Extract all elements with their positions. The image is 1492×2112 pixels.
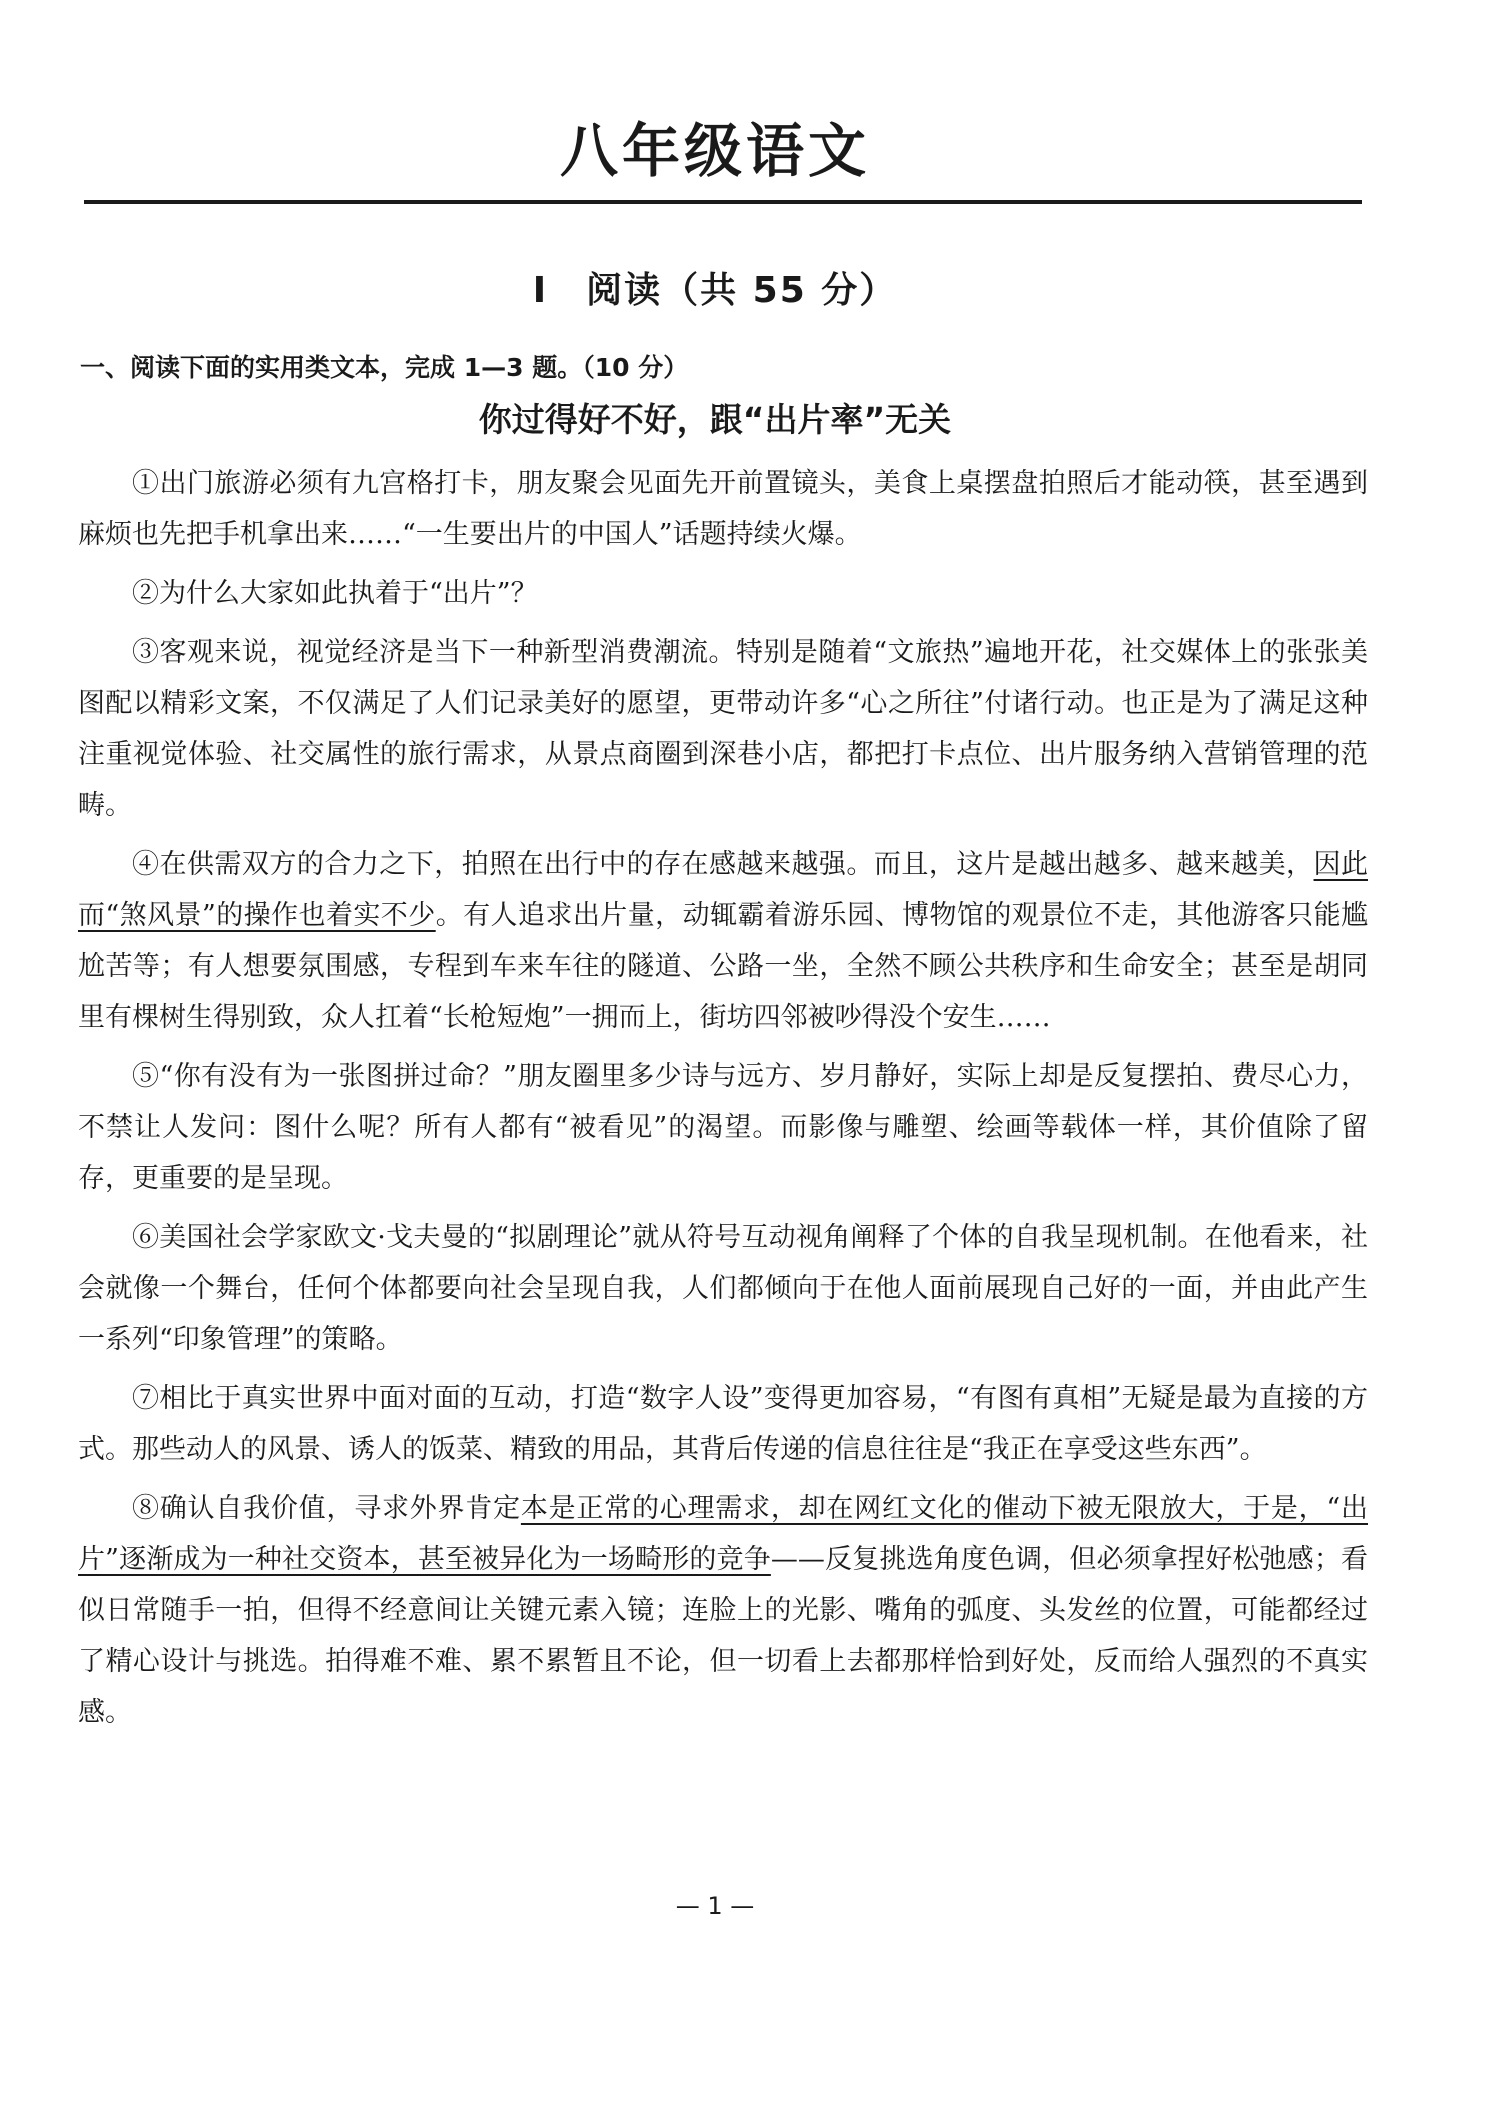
paragraph-5: ⑤“你有没有为一张图拼过命？”朋友圈里多少诗与远方、岁月静好，实际上却是反复摆拍、费尽心力，不禁让人发问：图什么呢？所有人都有“被看见”的渴望。而影像与雕塑、绘画等载体一样，其价值除了留存，更重要的是呈现。 [78, 1061, 1368, 1194]
question-heading: 一、阅读下面的实用类文本，完成 1—3 题。（10 分） [80, 353, 689, 382]
paragraph-7: ⑦相比于真实世界中面对面的互动，打造“数字人设”变得更加容易，“有图有真相”无疑是最为直接的方式。那些动人的风景、诱人的饭菜、精致的用品，其背后传递的信息往往是“我正在享受这些东西”。 [78, 1383, 1368, 1465]
paragraph-8-underlined-sentence: 本是正常的心理需求，却在网红文化的催动下被无限放大，于是，“出片”逐渐成为一种社交资本，甚至被异化为一场畸形的竞争 [78, 1493, 1369, 1575]
paragraph-8 [78, 1483, 1368, 1738]
article-body [78, 458, 1368, 1746]
section-heading: Ⅰ 阅读（共 55 分） [532, 270, 898, 311]
paragraph-4-text-b: 。有人追求出片量，动辄霸着游乐园、博物馆的观景位不走，其他游客只能尴尬苦等；有人想要氛围感，专程到车来车往的隧道、公路一坐，全然不顾公共秩序和生命安全；甚至是胡同里有棵树生得别致，众人扛着“长枪短炮”一拥而上，街坊四邻被吵得没个安生…… [78, 900, 1369, 1033]
page-title: 八年级语文 [559, 117, 870, 185]
paragraph-6: ⑥美国社会学家欧文·戈夫曼的“拟剧理论”就从符号互动视角阐释了个体的自我呈现机制。在他看来，社会就像一个舞台，任何个体都要向社会呈现自我，人们都倾向于在他人面前展现自己好的一面，并由此产生一系列“印象管理”的策略。 [78, 1222, 1368, 1355]
paragraph-1: ①出门旅游必须有九宫格打卡，朋友聚会见面先开前置镜头，美食上桌摆盘拍照后才能动筷，甚至遇到麻烦也先把手机拿出来……“一生要出片的中国人”话题持续火爆。 [78, 468, 1368, 550]
page-number: — 1 — [675, 1892, 755, 1920]
paragraph-8-text-b: ——反复挑选角度色调，但必须拿捏好松弛感；看似日常随手一拍，但得不经意间让关键元素入镜；连脸上的光影、嘴角的弧度、头发丝的位置，可能都经过了精心设计与挑选。拍得难不难、累不累暂且不论，但一切看上去都那样恰到好处，反而给人强烈的不真实感。 [78, 1544, 1368, 1728]
paragraph-2: ②为什么大家如此执着于“出片”？ [132, 578, 538, 609]
paragraph-4-text-a: ④在供需双方的合力之下，拍照在出行中的存在感越来越强。而且，这片是越出越多、越来越美， [132, 849, 1314, 880]
paragraph-8-text-a: ⑧确认自我价值，寻求外界肯定 [132, 1493, 521, 1524]
paragraph-4-underlined-sentence: 因此而“煞风景”的操作也着实不少 [78, 849, 1369, 931]
title-divider [84, 200, 1362, 204]
paragraph-4 [78, 839, 1368, 1043]
paragraph-3: ③客观来说，视觉经济是当下一种新型消费潮流。特别是随着“文旅热”遍地开花，社交媒体上的张张美图配以精彩文案，不仅满足了人们记录美好的愿望，更带动许多“心之所往”付诸行动。也正是为了满足这种注重视觉体验、社交属性的旅行需求，从景点商圈到深巷小店，都把打卡点位、出片服务纳入营销管理的范畴。 [78, 637, 1368, 821]
article-title: 你过得好不好，跟“出片率”无关 [478, 400, 952, 439]
